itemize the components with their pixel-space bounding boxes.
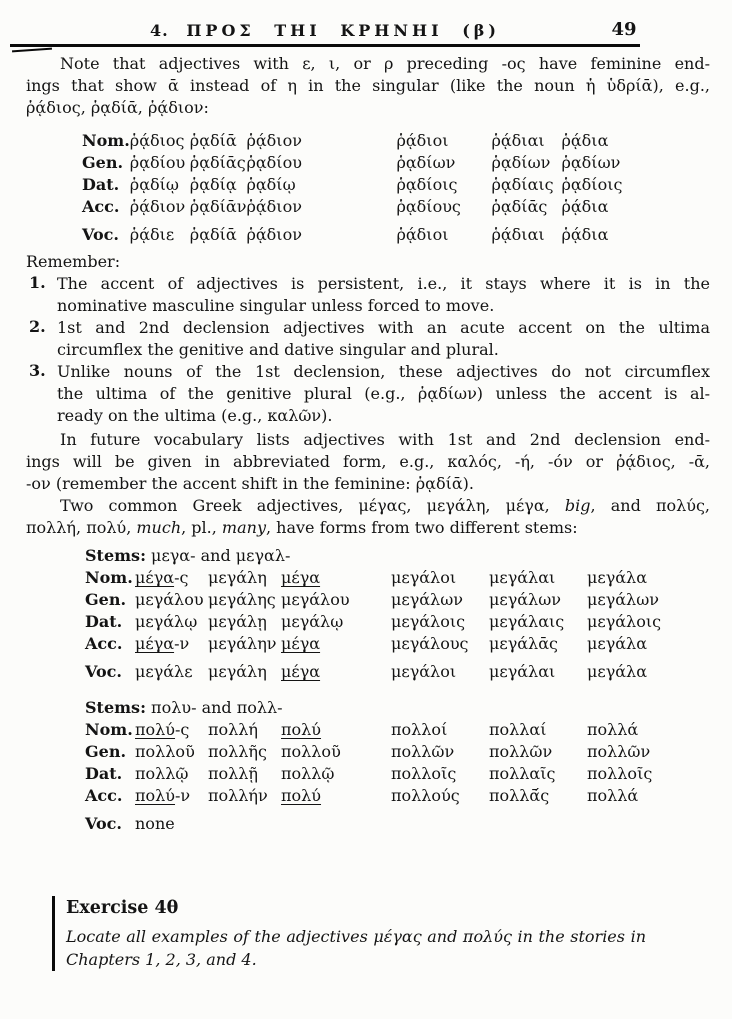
declension-cell: μεγάλους	[391, 634, 469, 653]
declension-cell: ῥᾳδίᾱς	[189, 153, 246, 172]
exercise-heading: Exercise 4θ	[66, 898, 179, 918]
declension-cell: ῥᾳδίους	[396, 197, 461, 216]
declension-cell: μεγάλη	[208, 662, 267, 681]
paragraph-line: πολλή, πολύ, much, pl., many, have forms from two different stems:	[26, 518, 578, 537]
declension-cell: πολλοῖς	[391, 764, 457, 783]
declension-cell: πολλῷ	[135, 764, 189, 783]
declension-cell: ῥᾳδίαις	[491, 175, 554, 194]
paragraph-line: Note that adjectives with ε, ι, or ρ preceding -ος have feminine end-	[60, 54, 710, 73]
declension-cell: ῥᾴδιοι	[396, 225, 449, 244]
declension-cell: μέγα	[281, 568, 321, 587]
table-row	[85, 808, 687, 836]
list-item: 1. The accent of adjectives is persistent, i.e., it stays where it is in the nominative masculine singular unless forced to move.	[29, 273, 710, 315]
declension-cell: ῥᾴδιον	[246, 197, 302, 216]
declension-cell: μεγάλη	[208, 568, 267, 587]
declension-table-radios	[82, 131, 661, 247]
stems-text: μεγα- and μεγαλ-	[145, 546, 291, 565]
case-label: Voc.	[85, 662, 122, 681]
header-rule	[10, 44, 640, 47]
table-row	[85, 720, 687, 742]
future-vocab-paragraph	[26, 429, 710, 495]
declension-cell: ῥᾳδίᾱ	[189, 131, 237, 150]
paragraph-line: -ον (remember the accent shift in the feminine: ῥᾳδίᾱ).	[26, 474, 474, 493]
paragraph-line: ings that show ᾱ instead of η in the singular (like the noun ἡ ὑδρίᾱ), e.g.,	[26, 76, 710, 95]
case-label: Voc.	[85, 814, 122, 833]
declension-cell: μέγα-ν	[135, 634, 190, 653]
declension-cell: μεγάλα	[587, 634, 647, 653]
declension-cell: πολύ	[281, 786, 322, 805]
declension-cell: πολλῇ	[208, 764, 259, 783]
page-number: 49	[611, 19, 637, 40]
declension-cell: ῥᾳδίῳ	[129, 175, 179, 194]
declension-cell: ῥᾳδίοις	[561, 175, 623, 194]
list-number: 2.	[29, 317, 46, 336]
intro-paragraph	[26, 53, 710, 119]
case-label: Nom.	[85, 720, 133, 739]
two-common-paragraph	[26, 495, 710, 539]
list-number: 1.	[29, 273, 46, 292]
declension-cell: πολλῆς	[208, 742, 267, 761]
case-label: Gen.	[85, 590, 127, 609]
declension-cell: πολλᾱ́ς	[489, 786, 550, 805]
declension-cell	[391, 808, 489, 836]
declension-cell: ῥᾳδίᾳ	[189, 175, 237, 194]
declension-cell: μεγάλων	[587, 590, 659, 609]
declension-cell: μεγάλων	[489, 590, 561, 609]
table-row	[82, 197, 661, 219]
declension-cell: μεγάλοις	[587, 612, 662, 631]
declension-cell: μεγάλᾱς	[489, 634, 558, 653]
declension-cell: μεγάλαι	[489, 568, 556, 587]
declension-cell: μεγάλῃ	[208, 612, 267, 631]
declension-cell: ῥᾴδιαι	[491, 131, 545, 150]
declension-cell: ῥᾴδιοι	[396, 131, 449, 150]
table-row	[85, 634, 687, 656]
declension-cell: ῥᾴδιος	[129, 131, 185, 150]
declension-cell: ῥᾳδίᾱ	[189, 225, 237, 244]
declension-cell	[587, 808, 687, 836]
declension-cell: μεγάλου	[135, 590, 204, 609]
paragraph-line: In future vocabulary lists adjectives with 1st and 2nd declension end-	[60, 430, 710, 449]
declension-cell: πολλαί	[489, 720, 547, 739]
declension-cell: ῥᾴδιε	[129, 225, 175, 244]
declension-cell: μεγάλα	[587, 568, 647, 587]
declension-cell: μεγάλε	[135, 662, 193, 681]
case-label: Acc.	[85, 634, 123, 653]
case-label: Nom.	[85, 568, 133, 587]
declension-cell: πολλήν	[208, 786, 268, 805]
declension-cell: ῥᾴδια	[561, 225, 609, 244]
declension-cell: πολλοῦ	[135, 742, 195, 761]
exercise-body	[66, 925, 646, 971]
declension-cell: μέγα-ς	[135, 568, 189, 587]
case-label: Gen.	[85, 742, 127, 761]
case-label: Dat.	[82, 175, 120, 194]
case-label: Gen.	[82, 153, 124, 172]
declension-cell: πολλά	[587, 720, 639, 739]
declension-cell	[489, 808, 587, 836]
remember-heading: Remember:	[26, 252, 121, 271]
declension-cell: πολύ-ν	[135, 786, 191, 805]
declension-cell: ῥᾳδίᾱς	[491, 197, 548, 216]
exercise-line: Locate all examples of the adjectives μέγας and πολύς in the stories in	[66, 927, 646, 946]
declension-cell: μεγάλῳ	[135, 612, 198, 631]
declension-cell: μεγάλαι	[489, 662, 556, 681]
table-row	[82, 219, 661, 247]
declension-cell	[281, 808, 391, 836]
declension-cell: ῥᾳδίοις	[396, 175, 458, 194]
paragraph-line: Two common Greek adjectives, μέγας, μεγάλη, μέγα, big, and πολύς,	[60, 496, 711, 515]
declension-cell: μέγα	[281, 634, 321, 653]
section-number: 4.	[150, 21, 169, 40]
declension-cell: μεγάλα	[587, 662, 647, 681]
declension-cell: ῥᾴδια	[561, 131, 609, 150]
declension-cell: ῥᾳδίου	[246, 153, 302, 172]
declension-cell: πολλοί	[391, 720, 448, 739]
table-row	[85, 612, 687, 634]
remember-section	[26, 251, 710, 427]
declension-cell: μεγάλαις	[489, 612, 565, 631]
list-item: 3. Unlike nouns of the 1st declension, these adjectives do not circumflex the ultima of the genitive plural (e.g., ῥᾳδίων) unless the accent is al- ready on the ultima (e.g., καλῶν).	[29, 361, 710, 425]
table-row	[85, 656, 687, 684]
declension-cell: πολλούς	[391, 786, 460, 805]
declension-cell: πολλῶν	[587, 742, 651, 761]
stems-line-polys	[85, 697, 283, 719]
declension-cell: μεγάλην	[208, 634, 277, 653]
exercise-line: Chapters 1, 2, 3, and 4.	[66, 950, 257, 969]
table-row	[82, 175, 661, 197]
table-row	[85, 568, 687, 590]
declension-cell: ῥᾴδιον	[246, 225, 302, 244]
declension-cell: ῥᾴδιον	[129, 197, 186, 216]
declension-cell: πολλαῖς	[489, 764, 556, 783]
case-label: Dat.	[85, 764, 123, 783]
declension-cell: ῥᾴδιαι	[491, 225, 545, 244]
stems-label: Stems:	[85, 698, 146, 717]
table-row	[82, 131, 661, 153]
stems-line-megas	[85, 545, 290, 567]
declension-cell	[208, 808, 281, 836]
declension-cell: πολλῶν	[489, 742, 553, 761]
paragraph-line: ῥᾴδιος, ῥᾳδίᾱ, ῥᾴδιον:	[26, 98, 209, 117]
table-row	[85, 764, 687, 786]
stems-text: πολυ- and πολλ-	[145, 698, 283, 717]
running-head	[10, 21, 640, 40]
declension-cell: μεγάλῳ	[281, 612, 344, 631]
declension-cell: μεγάλης	[208, 590, 276, 609]
declension-cell: πολλοῦ	[281, 742, 341, 761]
chapter-title: ΠΡΟΣ ΤΗΙ ΚΡΗΝΗΙ (β)	[186, 21, 500, 40]
declension-cell: ῥᾴδιον	[246, 131, 302, 150]
header-rule-scan-artifact	[12, 48, 52, 53]
paragraph-line: ings will be given in abbreviated form, e.g., καλός, -ή, -όν or ῥᾴδιος, -ᾱ,	[26, 452, 710, 471]
declension-cell: μεγάλοι	[391, 568, 457, 587]
declension-cell: πολύ	[281, 720, 322, 739]
case-label: Nom.	[82, 131, 130, 150]
declension-cell: ῥᾳδίου	[129, 153, 186, 172]
case-label: Acc.	[85, 786, 123, 805]
declension-cell: μεγάλοι	[391, 662, 457, 681]
declension-cell: πολλῷ	[281, 764, 335, 783]
declension-cell: πολλῶν	[391, 742, 455, 761]
declension-cell: ῥᾴδια	[561, 197, 609, 216]
declension-cell: πολύ-ς	[135, 720, 190, 739]
declension-cell: μεγάλου	[281, 590, 350, 609]
exercise-section	[52, 896, 646, 971]
list-item: 2. 1st and 2nd declension adjectives with an acute accent on the ultima circumflex the genitive and dative singular and plural.	[29, 317, 710, 359]
table-row	[85, 742, 687, 764]
case-label: Acc.	[82, 197, 120, 216]
declension-cell: μέγα	[281, 662, 321, 681]
declension-cell: ῥᾳδίων	[561, 153, 621, 172]
declension-cell: μεγάλοις	[391, 612, 466, 631]
list-number: 3.	[29, 361, 46, 380]
table-row	[85, 786, 687, 808]
declension-cell: πολλά	[587, 786, 639, 805]
declension-cell: ῥᾳδίων	[491, 153, 551, 172]
declension-cell: ῥᾳδίων	[396, 153, 456, 172]
declension-cell: ῥᾳδίᾱν	[189, 197, 247, 216]
case-label: Dat.	[85, 612, 123, 631]
declension-table-polys	[85, 720, 687, 836]
declension-cell: πολλή	[208, 720, 259, 739]
case-label: Voc.	[82, 225, 119, 244]
stems-label: Stems:	[85, 546, 146, 565]
table-row	[82, 153, 661, 175]
declension-cell: ῥᾳδίῳ	[246, 175, 296, 194]
declension-cell: none	[135, 814, 175, 833]
table-row	[85, 590, 687, 612]
declension-table-megas	[85, 568, 687, 684]
declension-cell: πολλοῖς	[587, 764, 653, 783]
declension-cell: μεγάλων	[391, 590, 463, 609]
